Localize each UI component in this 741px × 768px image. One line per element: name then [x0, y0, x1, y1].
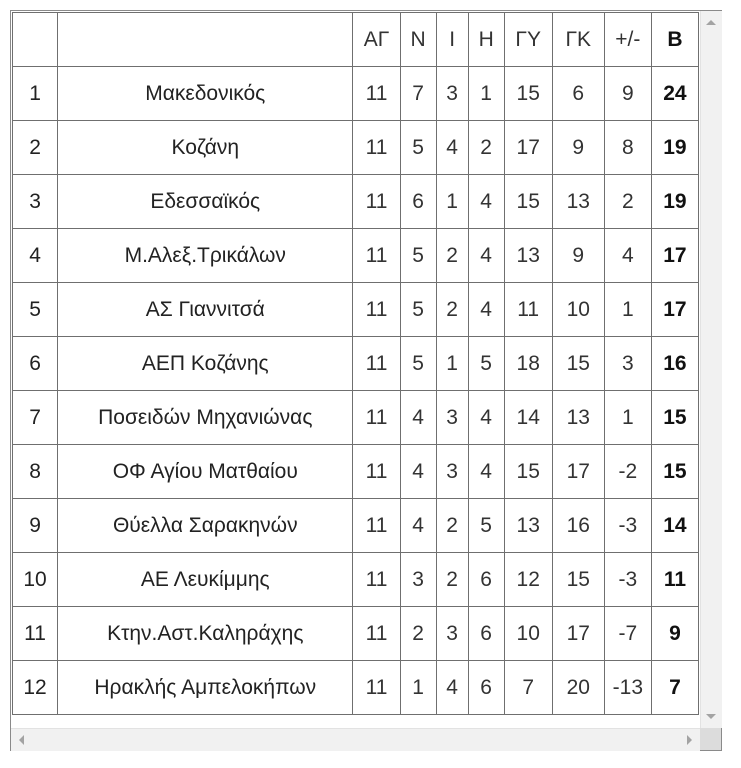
goals-against-cell: 13 — [552, 391, 604, 445]
goal-difference-cell: 1 — [604, 283, 651, 337]
won-cell: 5 — [400, 121, 436, 175]
points-cell: 11 — [651, 553, 698, 607]
points-cell: 9 — [651, 607, 698, 661]
team-name-cell: ΟΦ Αγίου Ματθαίου — [58, 445, 353, 499]
header-won: Ν — [400, 13, 436, 67]
goal-difference-cell: 1 — [604, 391, 651, 445]
drawn-cell: 3 — [436, 391, 468, 445]
goals-for-cell: 12 — [504, 553, 552, 607]
position-cell: 5 — [13, 283, 58, 337]
drawn-cell: 3 — [436, 445, 468, 499]
table-row — [13, 175, 699, 229]
points-cell: 19 — [651, 175, 698, 229]
goals-against-cell: 16 — [552, 499, 604, 553]
points-cell: 16 — [651, 337, 698, 391]
goals-against-cell: 15 — [552, 337, 604, 391]
table-row — [13, 337, 699, 391]
team-name-cell: Ηρακλής Αμπελοκήπων — [58, 661, 353, 715]
vertical-scrollbar[interactable] — [700, 11, 722, 728]
table-row — [13, 661, 699, 715]
header-lost: Η — [468, 13, 504, 67]
goal-difference-cell: 3 — [604, 337, 651, 391]
team-name-cell: Κοζάνη — [58, 121, 353, 175]
played-cell: 11 — [353, 445, 400, 499]
table-row — [13, 67, 699, 121]
goals-against-cell: 15 — [552, 553, 604, 607]
goals-against-cell: 9 — [552, 229, 604, 283]
lost-cell: 2 — [468, 121, 504, 175]
drawn-cell: 1 — [436, 337, 468, 391]
header-goals-against: ΓΚ — [552, 13, 604, 67]
played-cell: 11 — [353, 175, 400, 229]
points-cell: 7 — [651, 661, 698, 715]
goals-against-cell: 6 — [552, 67, 604, 121]
won-cell: 4 — [400, 499, 436, 553]
drawn-cell: 2 — [436, 553, 468, 607]
standings-table-frame — [10, 10, 722, 751]
won-cell: 1 — [400, 661, 436, 715]
goal-difference-cell: -3 — [604, 553, 651, 607]
goal-difference-cell: -2 — [604, 445, 651, 499]
goal-difference-cell: 9 — [604, 67, 651, 121]
played-cell: 11 — [353, 499, 400, 553]
lost-cell: 5 — [468, 499, 504, 553]
table-row — [13, 607, 699, 661]
header-drawn: Ι — [436, 13, 468, 67]
team-name-cell: Εδεσσαϊκός — [58, 175, 353, 229]
drawn-cell: 3 — [436, 607, 468, 661]
played-cell: 11 — [353, 283, 400, 337]
position-cell: 10 — [13, 553, 58, 607]
header-goal-difference: +/- — [604, 13, 651, 67]
goals-against-cell: 13 — [552, 175, 604, 229]
drawn-cell: 3 — [436, 67, 468, 121]
lost-cell: 4 — [468, 283, 504, 337]
lost-cell: 6 — [468, 661, 504, 715]
header-points: Β — [651, 13, 698, 67]
goal-difference-cell: 4 — [604, 229, 651, 283]
scroll-right-arrow-icon[interactable] — [687, 735, 692, 745]
drawn-cell: 1 — [436, 175, 468, 229]
scroll-down-arrow-icon[interactable] — [706, 714, 716, 719]
goals-for-cell: 13 — [504, 229, 552, 283]
played-cell: 11 — [353, 553, 400, 607]
goals-against-cell: 10 — [552, 283, 604, 337]
team-name-cell: Μ.Αλεξ.Τρικάλων — [58, 229, 353, 283]
position-cell: 9 — [13, 499, 58, 553]
team-name-cell: Ποσειδών Μηχανιώνας — [58, 391, 353, 445]
position-cell: 11 — [13, 607, 58, 661]
played-cell: 11 — [353, 229, 400, 283]
position-cell: 8 — [13, 445, 58, 499]
position-cell: 12 — [13, 661, 58, 715]
drawn-cell: 2 — [436, 499, 468, 553]
goal-difference-cell: -13 — [604, 661, 651, 715]
table-row — [13, 499, 699, 553]
goals-for-cell: 10 — [504, 607, 552, 661]
goals-for-cell: 11 — [504, 283, 552, 337]
drawn-cell: 2 — [436, 229, 468, 283]
goals-for-cell: 15 — [504, 175, 552, 229]
played-cell: 11 — [353, 661, 400, 715]
points-cell: 17 — [651, 229, 698, 283]
table-row — [13, 121, 699, 175]
won-cell: 5 — [400, 337, 436, 391]
goals-for-cell: 15 — [504, 445, 552, 499]
lost-cell: 1 — [468, 67, 504, 121]
points-cell: 15 — [651, 391, 698, 445]
drawn-cell: 4 — [436, 661, 468, 715]
team-name-cell: ΑΕ Λευκίμμης — [58, 553, 353, 607]
position-cell: 1 — [13, 67, 58, 121]
team-name-cell: Μακεδονικός — [58, 67, 353, 121]
goals-against-cell: 17 — [552, 607, 604, 661]
goals-for-cell: 15 — [504, 67, 552, 121]
won-cell: 5 — [400, 283, 436, 337]
points-cell: 14 — [651, 499, 698, 553]
header-row — [13, 13, 699, 67]
won-cell: 3 — [400, 553, 436, 607]
lost-cell: 4 — [468, 445, 504, 499]
header-position — [13, 13, 58, 67]
won-cell: 5 — [400, 229, 436, 283]
played-cell: 11 — [353, 337, 400, 391]
header-played: ΑΓ — [353, 13, 400, 67]
goals-for-cell: 17 — [504, 121, 552, 175]
team-name-cell: ΑΣ Γιαννιτσά — [58, 283, 353, 337]
team-name-cell: ΑΕΠ Κοζάνης — [58, 337, 353, 391]
played-cell: 11 — [353, 67, 400, 121]
goals-for-cell: 18 — [504, 337, 552, 391]
table-row — [13, 391, 699, 445]
drawn-cell: 4 — [436, 121, 468, 175]
goal-difference-cell: 8 — [604, 121, 651, 175]
lost-cell: 4 — [468, 229, 504, 283]
goal-difference-cell: 2 — [604, 175, 651, 229]
lost-cell: 6 — [468, 607, 504, 661]
points-cell: 24 — [651, 67, 698, 121]
position-cell: 2 — [13, 121, 58, 175]
table-row — [13, 283, 699, 337]
header-team — [58, 13, 353, 67]
drawn-cell: 2 — [436, 283, 468, 337]
standings-table-scroll-area[interactable] — [12, 12, 700, 728]
team-name-cell: Θύελλα Σαρακηνών — [58, 499, 353, 553]
won-cell: 6 — [400, 175, 436, 229]
goals-against-cell: 17 — [552, 445, 604, 499]
played-cell: 11 — [353, 121, 400, 175]
lost-cell: 6 — [468, 553, 504, 607]
horizontal-scrollbar[interactable] — [11, 728, 700, 751]
header-goals-for: ΓΥ — [504, 13, 552, 67]
lost-cell: 5 — [468, 337, 504, 391]
played-cell: 11 — [353, 391, 400, 445]
goals-for-cell: 7 — [504, 661, 552, 715]
lost-cell: 4 — [468, 391, 504, 445]
won-cell: 2 — [400, 607, 436, 661]
scroll-up-arrow-icon[interactable] — [706, 20, 716, 25]
position-cell: 4 — [13, 229, 58, 283]
team-name-cell: Κτην.Αστ.Καληράχης — [58, 607, 353, 661]
goal-difference-cell: -3 — [604, 499, 651, 553]
goals-for-cell: 14 — [504, 391, 552, 445]
goals-against-cell: 9 — [552, 121, 604, 175]
points-cell: 17 — [651, 283, 698, 337]
position-cell: 3 — [13, 175, 58, 229]
played-cell: 11 — [353, 607, 400, 661]
position-cell: 7 — [13, 391, 58, 445]
goals-for-cell: 13 — [504, 499, 552, 553]
table-row — [13, 229, 699, 283]
table-row — [13, 445, 699, 499]
won-cell: 4 — [400, 445, 436, 499]
won-cell: 7 — [400, 67, 436, 121]
position-cell: 6 — [13, 337, 58, 391]
goals-against-cell: 20 — [552, 661, 604, 715]
scroll-left-arrow-icon[interactable] — [19, 735, 24, 745]
points-cell: 15 — [651, 445, 698, 499]
scrollbar-corner — [700, 728, 721, 750]
lost-cell: 4 — [468, 175, 504, 229]
points-cell: 19 — [651, 121, 698, 175]
table-row — [13, 553, 699, 607]
standings-table — [12, 12, 699, 715]
won-cell: 4 — [400, 391, 436, 445]
goal-difference-cell: -7 — [604, 607, 651, 661]
